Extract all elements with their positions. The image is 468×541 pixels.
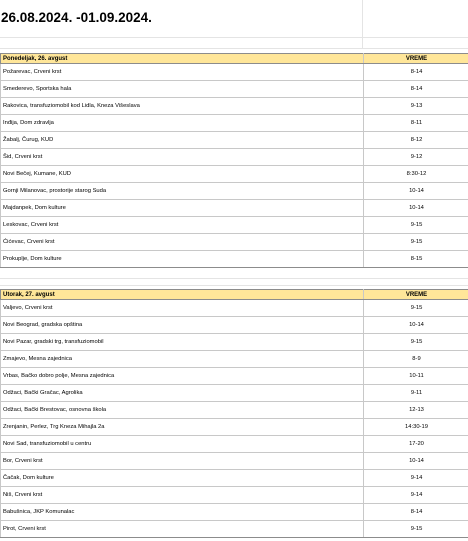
- location-cell: Smederevo, Sportska hala: [1, 81, 364, 98]
- time-column-header: VREME: [364, 54, 468, 64]
- table-row: [1, 419, 468, 436]
- time-cell: 9-15: [364, 334, 468, 351]
- page-title: 26.08.2024. -01.09.2024.: [1, 10, 152, 25]
- location-cell: Majdanpek, Dom kulture: [1, 200, 364, 217]
- location-cell: Čačak, Dom kulture: [1, 470, 364, 487]
- table-row: [1, 402, 468, 419]
- location-cell: Požarevac, Crveni krst: [1, 64, 364, 81]
- table-row: [1, 149, 468, 166]
- time-cell: 8-9: [364, 351, 468, 368]
- grid-line: [0, 278, 468, 279]
- grid-line: [0, 285, 468, 286]
- table-row: [1, 217, 468, 234]
- time-cell: 10-14: [364, 453, 468, 470]
- table-row: [1, 368, 468, 385]
- schedule-table-monday: [0, 53, 468, 268]
- time-cell: 9-13: [364, 98, 468, 115]
- location-cell: Šid, Crveni krst: [1, 149, 364, 166]
- grid-line: [0, 37, 468, 38]
- location-cell: Odžaci, Bački Brestovac, osnovna škola: [1, 402, 364, 419]
- location-cell: Niš, Crveni krst: [1, 487, 364, 504]
- time-cell: 9-12: [364, 149, 468, 166]
- time-cell: 9-15: [364, 300, 468, 317]
- table-row: [1, 385, 468, 402]
- time-cell: 8-14: [364, 64, 468, 81]
- location-cell: Prokuplje, Dom kulture: [1, 251, 364, 268]
- table-row: [1, 81, 468, 98]
- table-row: [1, 300, 468, 317]
- location-cell: Odžaci, Bački Gračac, Agrolika: [1, 385, 364, 402]
- time-cell: 8:30-12: [364, 166, 468, 183]
- time-cell: 8-12: [364, 132, 468, 149]
- location-cell: Vrbas, Bačko dobro polje, Mesna zajednica: [1, 368, 364, 385]
- time-cell: 8-14: [364, 504, 468, 521]
- location-cell: Ćićevac, Crveni krst: [1, 234, 364, 251]
- table-row: [1, 132, 468, 149]
- location-cell: Novi Pazar, gradski trg, transfuziomobil: [1, 334, 364, 351]
- location-cell: Novi Beograd, gradska opština: [1, 317, 364, 334]
- table-row: [1, 64, 468, 81]
- time-cell: 8-15: [364, 251, 468, 268]
- location-cell: Leskovac, Crveni krst: [1, 217, 364, 234]
- time-cell: 10-14: [364, 317, 468, 334]
- table-row: [1, 251, 468, 268]
- location-cell: Valjevo, Crveni krst: [1, 300, 364, 317]
- table-row: [1, 234, 468, 251]
- column-divider: [362, 0, 363, 49]
- time-cell: 9-14: [364, 470, 468, 487]
- time-cell: 8-14: [364, 81, 468, 98]
- day-header: Ponedeljak, 26. avgust: [1, 54, 364, 64]
- schedule-body-0: [1, 54, 468, 268]
- table-row: [1, 200, 468, 217]
- location-cell: Zrenjanin, Perlez, Trg Kneza Mihajla 2a: [1, 419, 364, 436]
- grid-line: [0, 48, 468, 49]
- time-cell: 9-15: [364, 521, 468, 538]
- day-header: Utorak, 27. avgust: [1, 290, 364, 300]
- time-cell: 9-11: [364, 385, 468, 402]
- time-cell: 10-14: [364, 200, 468, 217]
- time-cell: 14:30-19: [364, 419, 468, 436]
- table-row: [1, 453, 468, 470]
- time-cell: 10-11: [364, 368, 468, 385]
- schedule-table-tuesday: [0, 289, 468, 538]
- location-cell: Bor, Crveni krst: [1, 453, 364, 470]
- table-row: [1, 487, 468, 504]
- location-cell: Novi Bečej, Kumane, KUD: [1, 166, 364, 183]
- time-cell: 9-15: [364, 234, 468, 251]
- time-cell: 17-20: [364, 436, 468, 453]
- table-row: [1, 98, 468, 115]
- location-cell: Babušnica, JKP Komunalac: [1, 504, 364, 521]
- table-row: [1, 436, 468, 453]
- location-cell: Inđija, Dom zdravlja: [1, 115, 364, 132]
- time-cell: 12-13: [364, 402, 468, 419]
- time-column-header: VREME: [364, 290, 468, 300]
- time-cell: 10-14: [364, 183, 468, 200]
- location-cell: Rakovica, transfuziomobil kod Lidla, Kneza Višeslava: [1, 98, 364, 115]
- section-header: [1, 290, 468, 300]
- table-row: [1, 317, 468, 334]
- location-cell: Zmajevo, Mesna zajednica: [1, 351, 364, 368]
- table-row: [1, 115, 468, 132]
- section-header: [1, 54, 468, 64]
- time-cell: 9-14: [364, 487, 468, 504]
- location-cell: Pirot, Crveni krst: [1, 521, 364, 538]
- schedule-body-1: [1, 290, 468, 538]
- location-cell: Žabalj, Čurug, KUD: [1, 132, 364, 149]
- time-cell: 9-15: [364, 217, 468, 234]
- table-row: [1, 183, 468, 200]
- table-row: [1, 521, 468, 538]
- table-row: [1, 351, 468, 368]
- location-cell: Novi Sad, transfuziomobil u centru: [1, 436, 364, 453]
- table-row: [1, 166, 468, 183]
- location-cell: Gornji Milanovac, prostorije starog Suda: [1, 183, 364, 200]
- table-row: [1, 334, 468, 351]
- table-row: [1, 504, 468, 521]
- table-row: [1, 470, 468, 487]
- time-cell: 8-11: [364, 115, 468, 132]
